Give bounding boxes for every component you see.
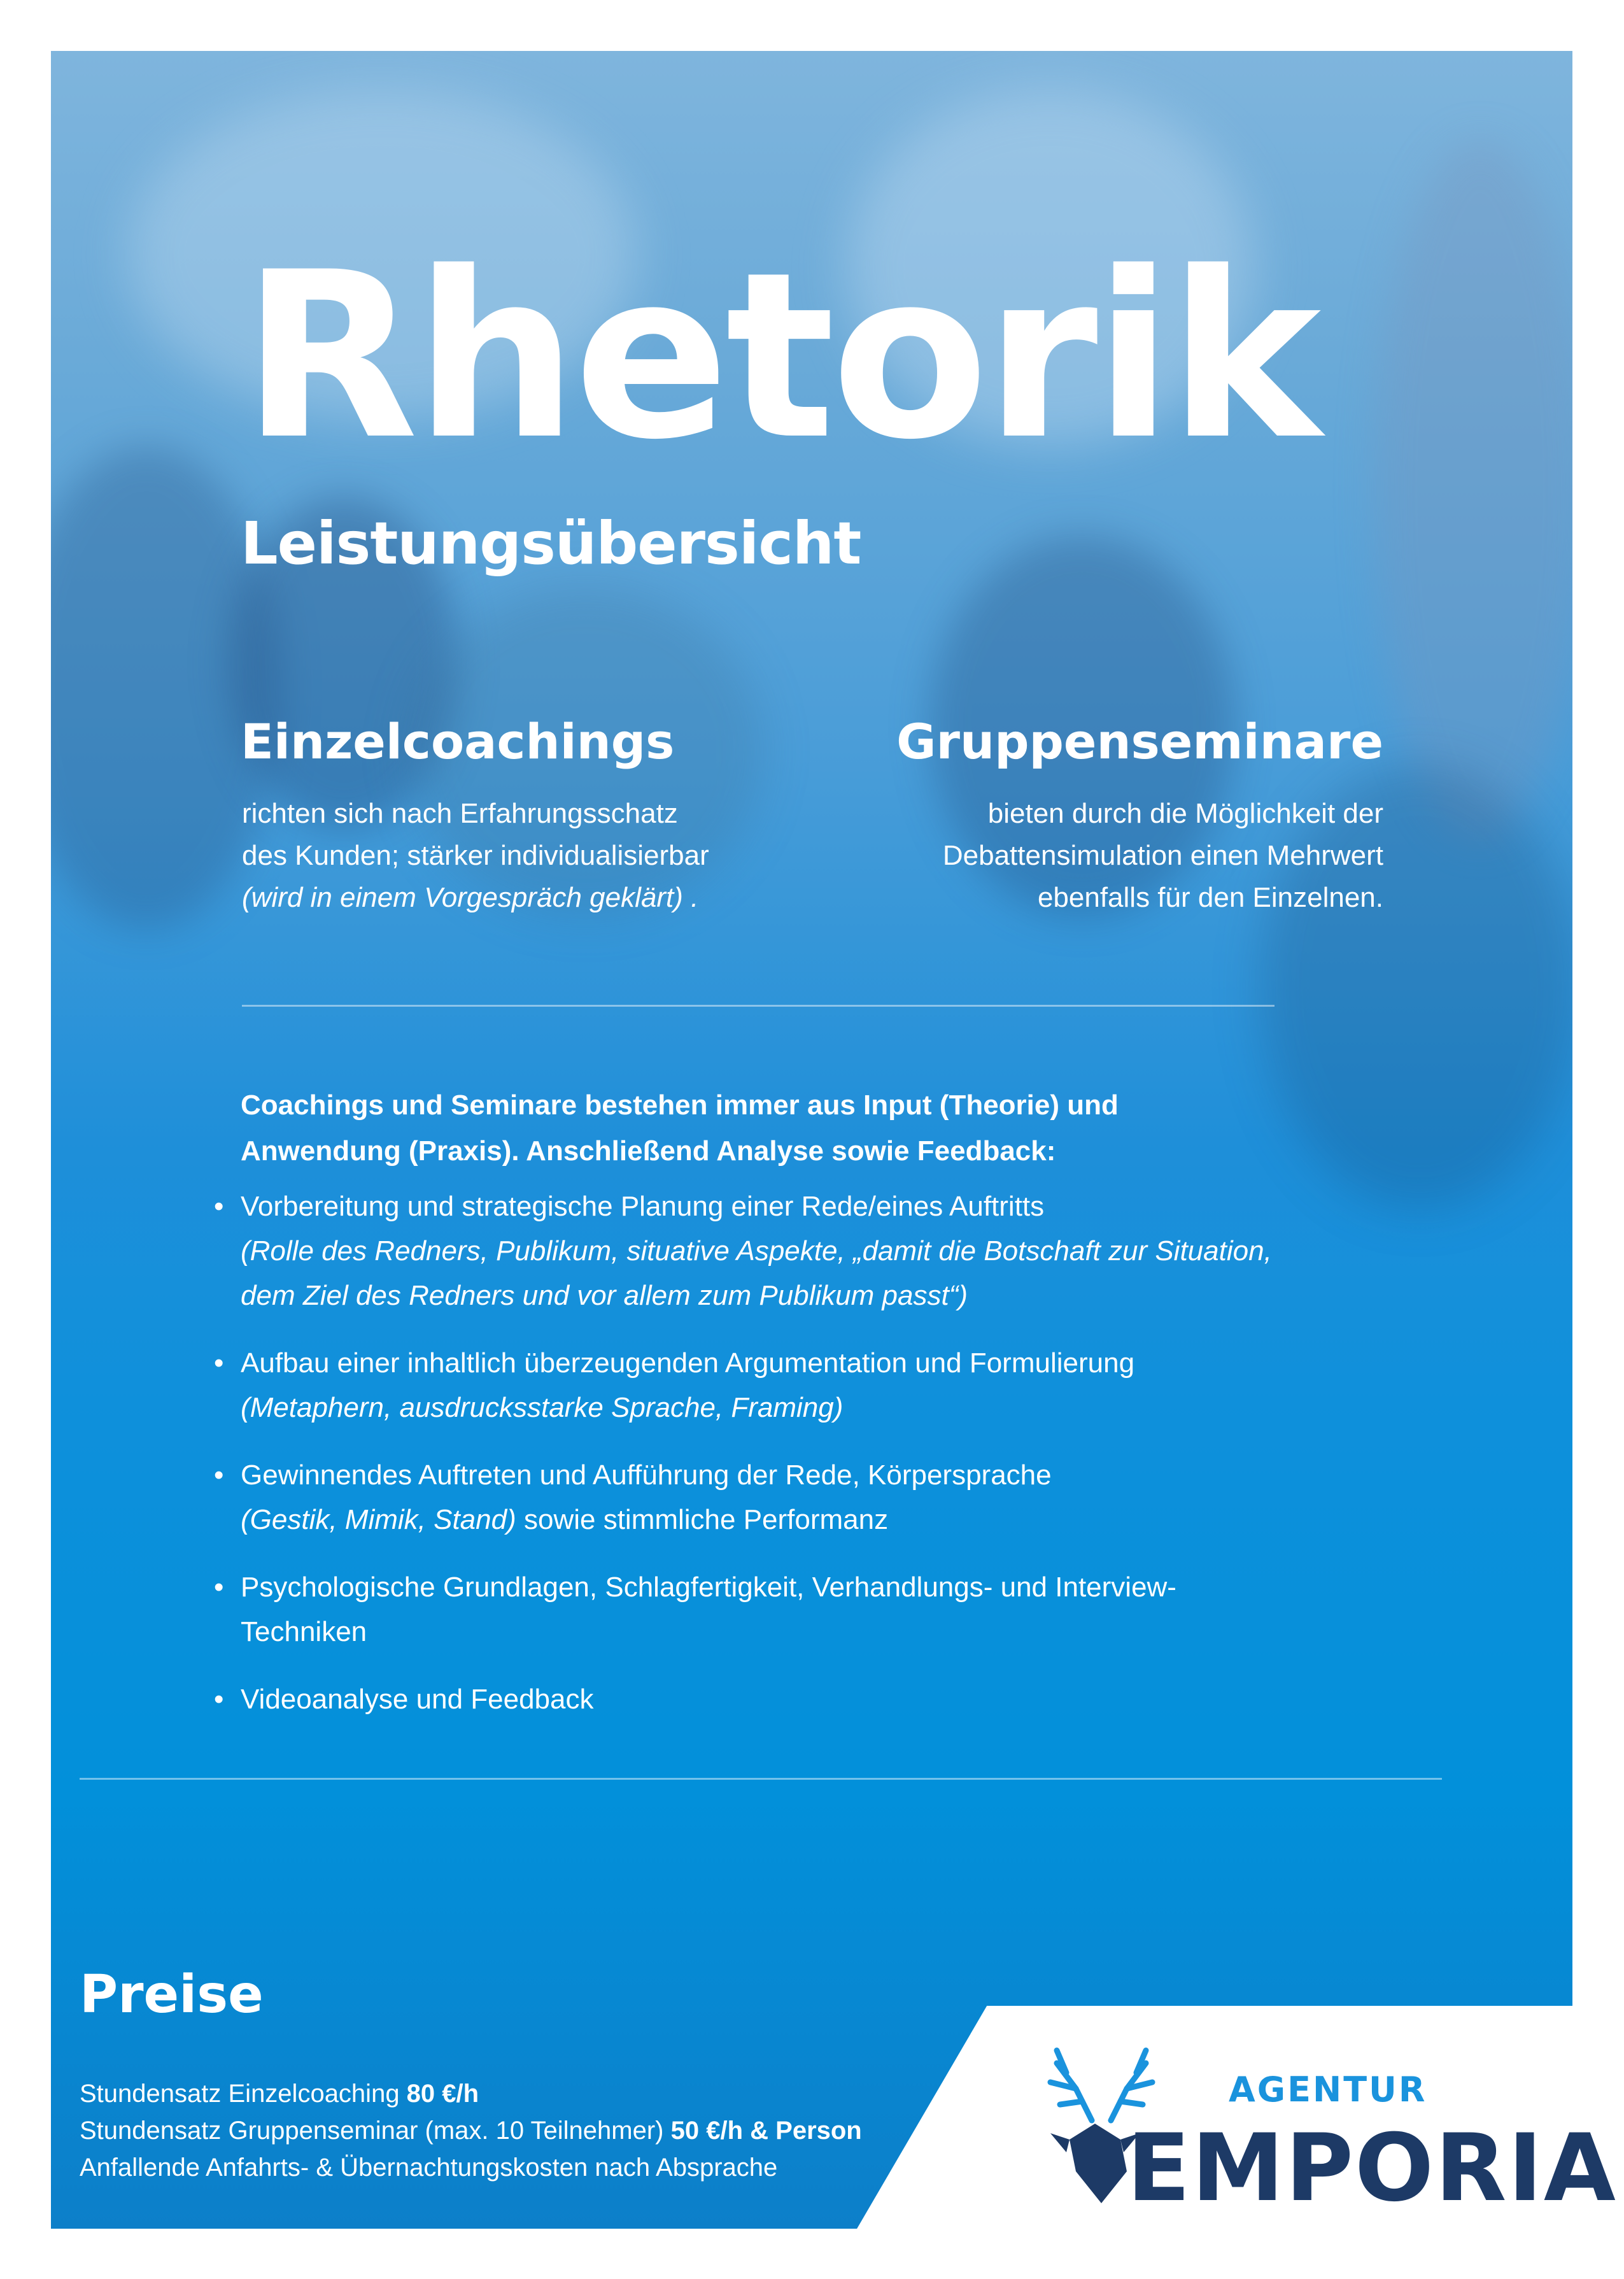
- logo-text-emporia: EMPORIA: [1127, 2114, 1617, 2222]
- list-item-detail: [241, 1498, 1423, 1542]
- bullet-icon: •: [214, 1459, 224, 1491]
- detail-normal: sowie stimmliche Performanz: [516, 1504, 889, 1535]
- description-line: (wird in einem Vorgespräch geklärt) .: [242, 882, 699, 913]
- price-line-einzel: [80, 2076, 479, 2112]
- price-value: 50 €/h & Person: [670, 2117, 862, 2145]
- list-item-detail: (Metaphern, ausdrucksstarke Sprache, Framing): [241, 1392, 844, 1423]
- list-item-main: Aufbau einer inhaltlich überzeugenden Argumentation und Formulierung: [241, 1347, 1135, 1379]
- divider: [80, 1778, 1442, 1780]
- list-item: [214, 1453, 1423, 1542]
- gruppenseminare-description: [810, 793, 1383, 919]
- bullet-icon: •: [214, 1572, 224, 1603]
- list-item-main: Gewinnendes Auftreten und Aufführung der Rede, Körpersprache: [241, 1459, 1052, 1491]
- intro-line: Coachings und Seminare bestehen immer aus Input (Theorie) und: [241, 1090, 1119, 1121]
- intro-line: Anwendung (Praxis). Anschließend Analyse sowie Feedback:: [241, 1135, 1056, 1167]
- list-item: [214, 1341, 1423, 1430]
- list-item-main: Vorbereitung und strategische Planung einer Rede/eines Auftritts: [241, 1191, 1045, 1222]
- services-intro: [241, 1083, 1387, 1174]
- description-line: des Kunden; stärker individualisierbar: [242, 840, 709, 871]
- logo-text-agentur: AGENTUR: [1229, 2070, 1427, 2110]
- photo-blur-speaker: [1375, 140, 1572, 841]
- price-label: Stundensatz Gruppenseminar (max. 10 Teilnehmer): [80, 2117, 671, 2145]
- agentur-emporia-logo: [1031, 2050, 1617, 2241]
- list-item: [214, 1184, 1423, 1318]
- prices-heading: Preise: [80, 1964, 264, 2025]
- services-list: [214, 1184, 1423, 1745]
- price-label: Stundensatz Einzelcoaching: [80, 2080, 407, 2108]
- list-item: [214, 1677, 1423, 1722]
- divider: [242, 1005, 1274, 1007]
- gruppenseminare-heading: Gruppenseminare: [896, 713, 1383, 770]
- list-item-detail: (Rolle des Redners, Publikum, situative Aspekte, „damit die Botschaft zur Situation,: [241, 1235, 1272, 1267]
- description-line: richten sich nach Erfahrungsschatz: [242, 798, 678, 829]
- description-line: bieten durch die Möglichkeit der: [987, 798, 1383, 829]
- bullet-icon: •: [214, 1191, 224, 1222]
- page-subtitle: Leistungsübersicht: [241, 509, 861, 578]
- price-line-gruppe: [80, 2113, 862, 2148]
- bullet-icon: •: [214, 1347, 224, 1379]
- price-value: 80 €/h: [406, 2080, 479, 2108]
- list-item-main-continued: Techniken: [241, 1616, 367, 1647]
- page-title: Rhetorik: [242, 223, 1318, 490]
- list-item-detail: dem Ziel des Redners und vor allem zum Publikum passt“): [241, 1280, 968, 1311]
- einzelcoachings-description: [242, 793, 815, 919]
- detail-italic: (Gestik, Mimik, Stand): [241, 1504, 516, 1535]
- einzelcoachings-heading: Einzelcoachings: [241, 713, 675, 770]
- bullet-icon: •: [214, 1684, 224, 1715]
- description-line: Debattensimulation einen Mehrwert: [942, 840, 1383, 871]
- list-item: [214, 1565, 1423, 1654]
- description-line: ebenfalls für den Einzelnen.: [1037, 882, 1383, 913]
- list-item-main: Videoanalyse und Feedback: [241, 1684, 594, 1715]
- list-item-main: Psychologische Grundlagen, Schlagfertigkeit, Verhandlungs- und Interview-: [241, 1572, 1176, 1603]
- price-line-extra: Anfallende Anfahrts- & Übernachtungskosten nach Absprache: [80, 2154, 778, 2182]
